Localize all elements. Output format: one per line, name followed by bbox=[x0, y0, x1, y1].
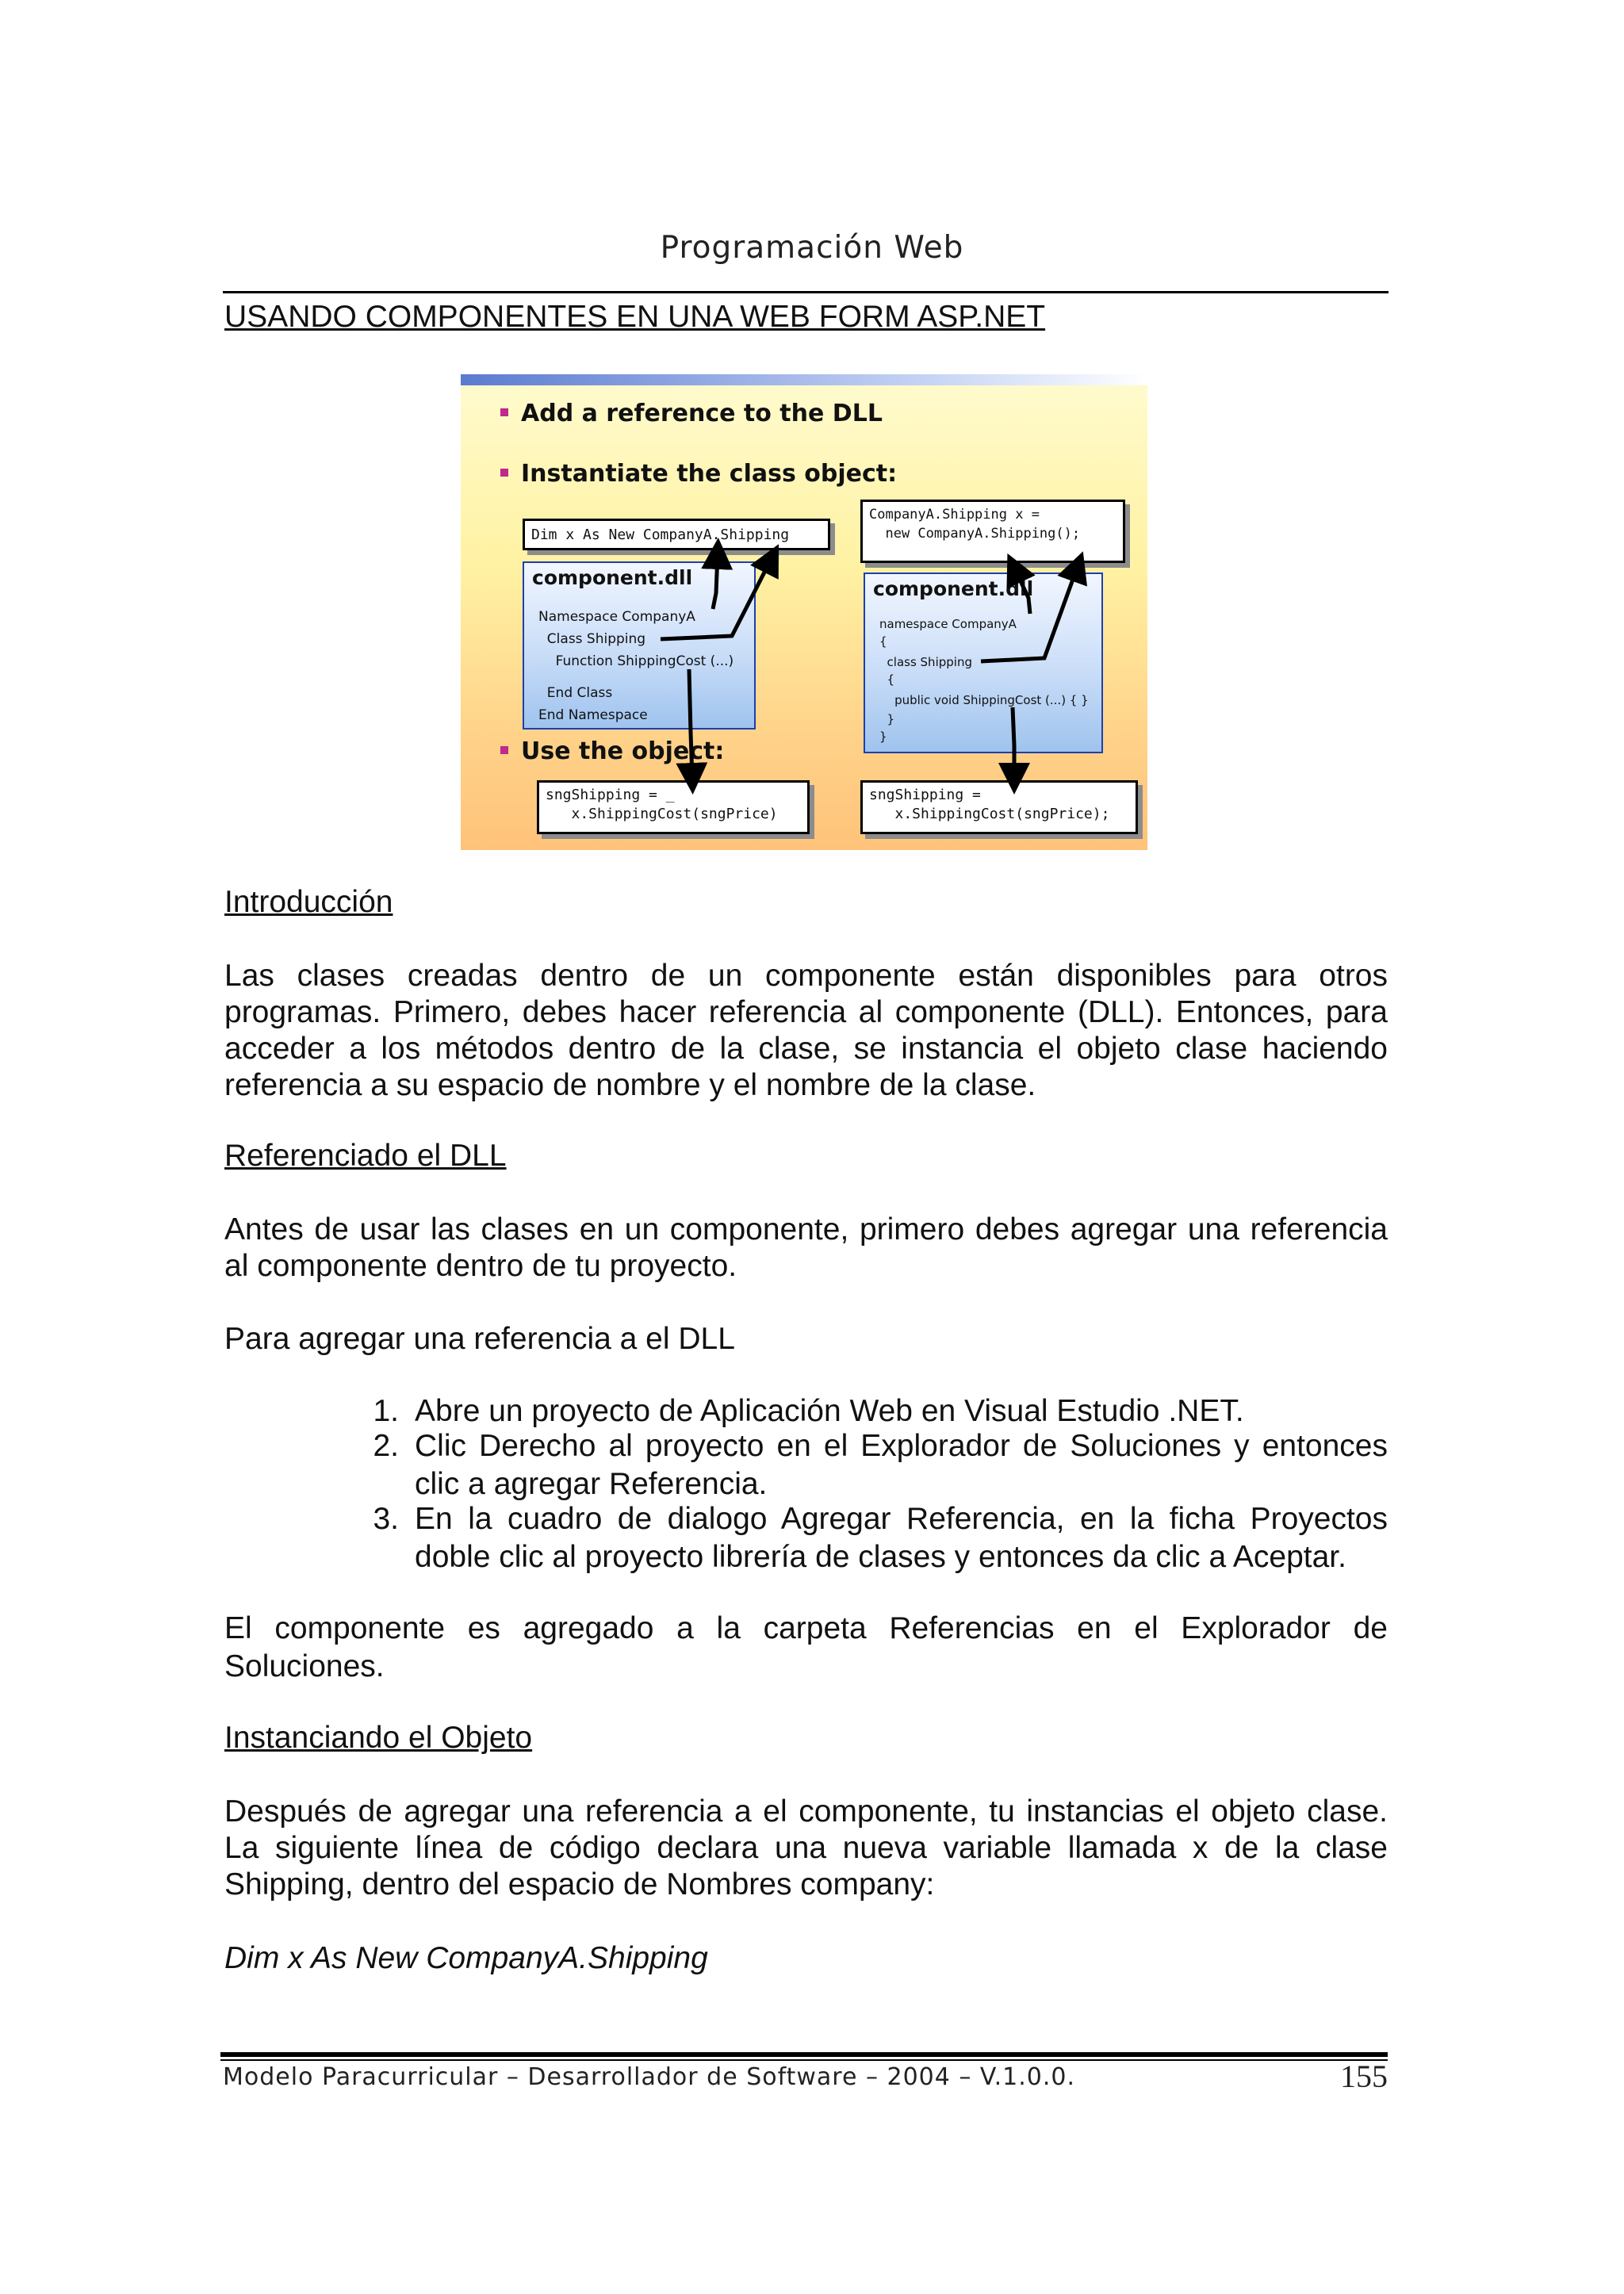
text-line: programas. Primero, debes hacer referencia al componente (DLL). Entonces, para bbox=[224, 995, 1388, 1029]
heading-introduccion: Introducción bbox=[224, 885, 393, 919]
list-item-number: 2. bbox=[373, 1429, 399, 1463]
vb-use-box: sngShipping = _ x.ShippingCost(sngPrice) bbox=[537, 780, 810, 834]
text-line: El componente es agregado a la carpeta Referencias en el Explorador de bbox=[224, 1611, 1388, 1645]
paragraph-para-agregar bbox=[224, 1321, 1388, 1358]
text-line: al componente dentro de tu proyecto. bbox=[224, 1249, 737, 1283]
page-header: Programación Web bbox=[660, 230, 964, 266]
cs-dll-line: { bbox=[879, 672, 895, 687]
cs-declare-box: CompanyA.Shipping x = new CompanyA.Shipping(); bbox=[860, 500, 1125, 563]
list-item-text: clic a agregar Referencia. bbox=[415, 1467, 768, 1501]
list-item-text: En la cuadro de dialogo Agregar Referencia, en la ficha Proyectos bbox=[415, 1502, 1388, 1536]
cs-dll-line: } bbox=[879, 730, 887, 744]
code-example: Dim x As New CompanyA.Shipping bbox=[224, 1941, 708, 1975]
footer-rule bbox=[220, 2052, 1388, 2057]
footer-text: Modelo Paracurricular – Desarrollador de Software – 2004 – V.1.0.0. bbox=[223, 2063, 1075, 2091]
text-line: Antes de usar las clases en un componente, primero debes agregar una referencia bbox=[224, 1212, 1388, 1247]
heading-instanciando: Instanciando el Objeto bbox=[224, 1721, 533, 1755]
cs-dll-line: { bbox=[879, 634, 887, 649]
text-line: Soluciones. bbox=[224, 1649, 385, 1683]
heading-referenciado: Referenciado el DLL bbox=[224, 1139, 507, 1173]
paragraph-agregado bbox=[224, 1610, 1388, 1686]
reference-arrows bbox=[461, 374, 1147, 850]
vb-dll-line: Namespace CompanyA bbox=[538, 609, 695, 625]
text-line: Las clases creadas dentro de un componente están disponibles para otros bbox=[224, 959, 1388, 993]
text-line: referencia a su espacio de nombre y el nombre de la clase. bbox=[224, 1068, 1036, 1102]
cs-dll-line: } bbox=[879, 712, 895, 726]
vb-declare-box: Dim x As New CompanyA.Shipping bbox=[523, 519, 830, 550]
vb-dll-line: Class Shipping bbox=[538, 631, 646, 647]
vb-dll-title: component.dll bbox=[532, 566, 693, 589]
arrow-namespace-cs bbox=[1014, 568, 1030, 614]
vb-dll-line: End Namespace bbox=[538, 707, 648, 723]
paragraph-introduccion bbox=[224, 958, 1388, 1104]
text-line: Después de agregar una referencia a el componente, tu instancias el objeto clase. bbox=[224, 1794, 1388, 1829]
arrow-function-vb bbox=[689, 669, 692, 779]
list-item-text: Abre un proyecto de Aplicación Web en Visual Estudio .NET. bbox=[415, 1394, 1244, 1428]
vb-dll-line: Function ShippingCost (...) bbox=[538, 653, 734, 669]
cs-dll-line: public void ShippingCost (...) { } bbox=[879, 693, 1089, 707]
page-number: 155 bbox=[1340, 2058, 1388, 2094]
list-item-number: 1. bbox=[373, 1394, 399, 1428]
text-line: acceder a los métodos dentro de la clase, se instancia el objeto clase haciendo bbox=[224, 1032, 1388, 1066]
list-item-text: doble clic al proyecto librería de clases y entonces da clic a Aceptar. bbox=[415, 1540, 1346, 1574]
list-item-text: Clic Derecho al proyecto en el Explorador de Soluciones y entonces bbox=[415, 1429, 1388, 1463]
text-line: La siguiente línea de código declara una nueva variable llamada x de la clase bbox=[224, 1831, 1388, 1865]
paragraph-referenciado bbox=[224, 1212, 1388, 1285]
bullet-instantiate-text: Instantiate the class object: bbox=[521, 460, 898, 488]
list-item bbox=[361, 1502, 1388, 1578]
list-item bbox=[361, 1429, 1388, 1505]
text-line: Para agregar una referencia a el DLL bbox=[224, 1322, 735, 1356]
footer-rule-thin bbox=[220, 2059, 1388, 2061]
list-item-number: 3. bbox=[373, 1502, 399, 1536]
cs-dll-title: component.dll bbox=[873, 577, 1034, 600]
page-title: USANDO COMPONENTES EN UNA WEB FORM ASP.NET bbox=[224, 300, 1046, 334]
text-line: Shipping, dentro del espacio de Nombres company: bbox=[224, 1867, 935, 1901]
cs-dll-line: class Shipping bbox=[879, 655, 972, 669]
bullet-use-object-text: Use the object: bbox=[521, 737, 725, 765]
cs-dll-line: namespace CompanyA bbox=[879, 617, 1017, 631]
vb-dll-line: End Class bbox=[538, 685, 613, 701]
arrow-namespace-vb bbox=[713, 553, 718, 609]
arrow-function-cs bbox=[1013, 707, 1014, 779]
cs-use-box: sngShipping = x.ShippingCost(sngPrice); bbox=[860, 780, 1138, 834]
paragraph-instanciando bbox=[224, 1794, 1388, 1903]
bullet-add-reference-text: Add a reference to the DLL bbox=[521, 400, 883, 427]
list-item bbox=[361, 1394, 1388, 1430]
header-rule bbox=[223, 291, 1388, 293]
component-diagram bbox=[461, 374, 1147, 850]
